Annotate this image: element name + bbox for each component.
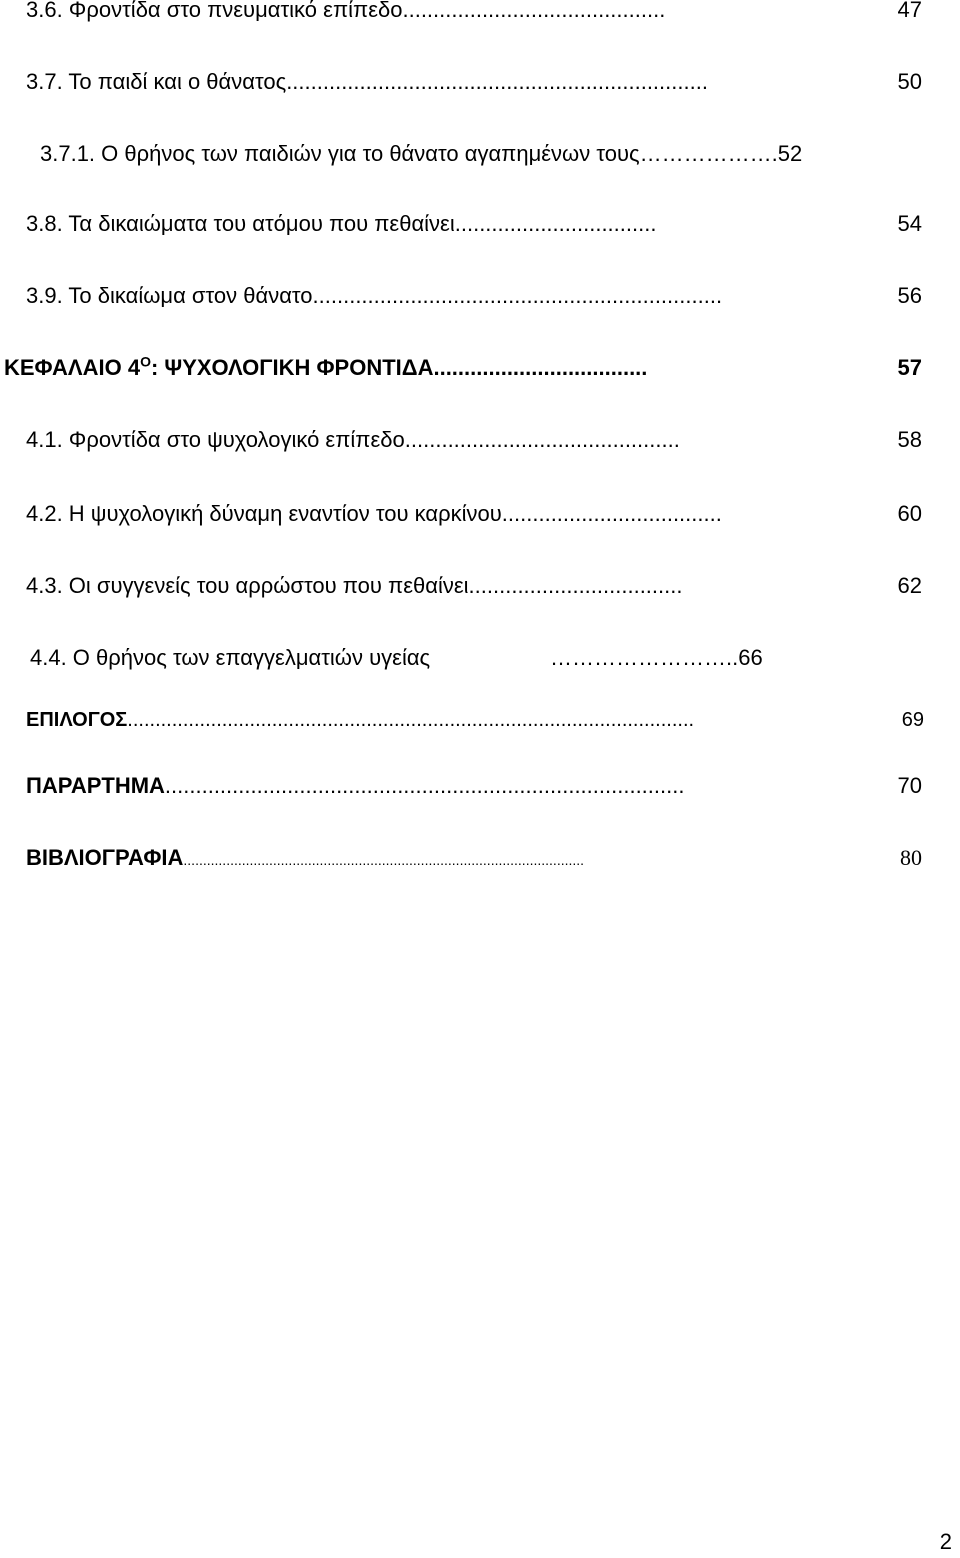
toc-page-number: 80 [893,842,923,874]
toc-entry-title: 3.8. Τα δικαιώματα του ατόμου που πεθαίνει [26,211,455,236]
toc-page-number: 60 [889,498,922,530]
toc-entry-3-7-1 [40,138,920,170]
toc-leader: ................................... [468,573,683,598]
toc-entry-title: 4.2. Η ψυχολογική δύναμη εναντίον του καρκίνου [26,501,502,526]
toc-leader: ................................... [433,355,648,380]
toc-entry-bibliography [26,842,922,874]
toc-entry-title: 4.3. Οι συγγενείς του αρρώστου που πεθαίνει [26,573,469,598]
toc-entry-epilogue [26,704,924,736]
toc-entry-3-7 [26,66,922,98]
toc-entry-title: ΠΑΡΑΡΤΗΜΑ [26,773,165,798]
toc-entry-4-1 [26,424,922,456]
toc-entry-4-2 [26,498,922,530]
toc-leader: ..................................................................... [286,69,708,94]
toc-page-number: 54 [889,208,922,240]
toc-entry-4-4 [30,642,922,674]
toc-leader: ………………. [639,141,778,166]
toc-entry-title: ΒΙΒΛΙΟΓΡΑΦΙΑ [26,845,184,870]
toc-page-number: 52 [777,141,803,166]
toc-page-number: 57 [889,352,922,384]
toc-entry-title: ΚΕΦΑΛΑΙΟ 4 [4,355,141,380]
toc-page-number: 58 [889,424,922,456]
toc-page-number: 70 [889,770,922,802]
toc-entry-3-6 [26,0,922,26]
toc-entry-superscript: Ο [140,353,151,370]
toc-leader-wrap: ……………………..66 [550,645,763,670]
toc-entry-title: 3.7.1. Ο θρήνος των παιδιών για το θάνατο αγαπημένων τους [40,141,640,166]
toc-entry-3-9 [26,280,922,312]
toc-entry-title: ΕΠΙΛΟΓΟΣ [26,709,128,731]
toc-page-number: 69 [900,704,924,736]
page-number: 2 [939,1529,952,1554]
toc-leader: ....................................................................................................... [183,852,585,868]
toc-leader: ...................................................................................................... [127,709,695,731]
toc-entry-chapter-4 [4,352,922,384]
toc-leader: ……………………. [550,645,733,670]
toc-leader: ..................................................................................... [164,773,685,798]
toc-entry-title: 3.6. Φροντίδα στο πνευματικό επίπεδο [26,0,403,22]
toc-leader: ............................................. [404,427,680,452]
toc-leader: ........................................... [402,0,666,22]
toc-entry-appendix [26,770,922,802]
toc-entry-title: 3.7. Το παιδί και ο θάνατος [26,69,287,94]
toc-entry-title: 4.1. Φροντίδα στο ψυχολογικό επίπεδο [26,427,405,452]
toc-entry-title: 3.9. Το δικαίωμα στον θάνατο [26,283,313,308]
toc-page-number: 66 [738,645,763,670]
toc-entry-4-3 [26,570,922,602]
toc-entry-3-8 [26,208,922,240]
toc-page-number: 47 [889,0,922,26]
toc-leader: ................................. [454,211,657,236]
toc-leader: ................................................................... [312,283,723,308]
toc-entry-title-rest: : ΨΥΧΟΛΟΓΙΚΗ ΦΡΟΝΤΙΔΑ [150,355,434,380]
toc-page-number: 56 [889,280,922,312]
toc-page-number: 62 [889,570,922,602]
toc-leader: .................................... [501,501,722,526]
toc-entry-title: 4.4. Ο θρήνος των επαγγελματιών υγείας [30,645,431,670]
toc-page-number: 50 [889,66,922,98]
